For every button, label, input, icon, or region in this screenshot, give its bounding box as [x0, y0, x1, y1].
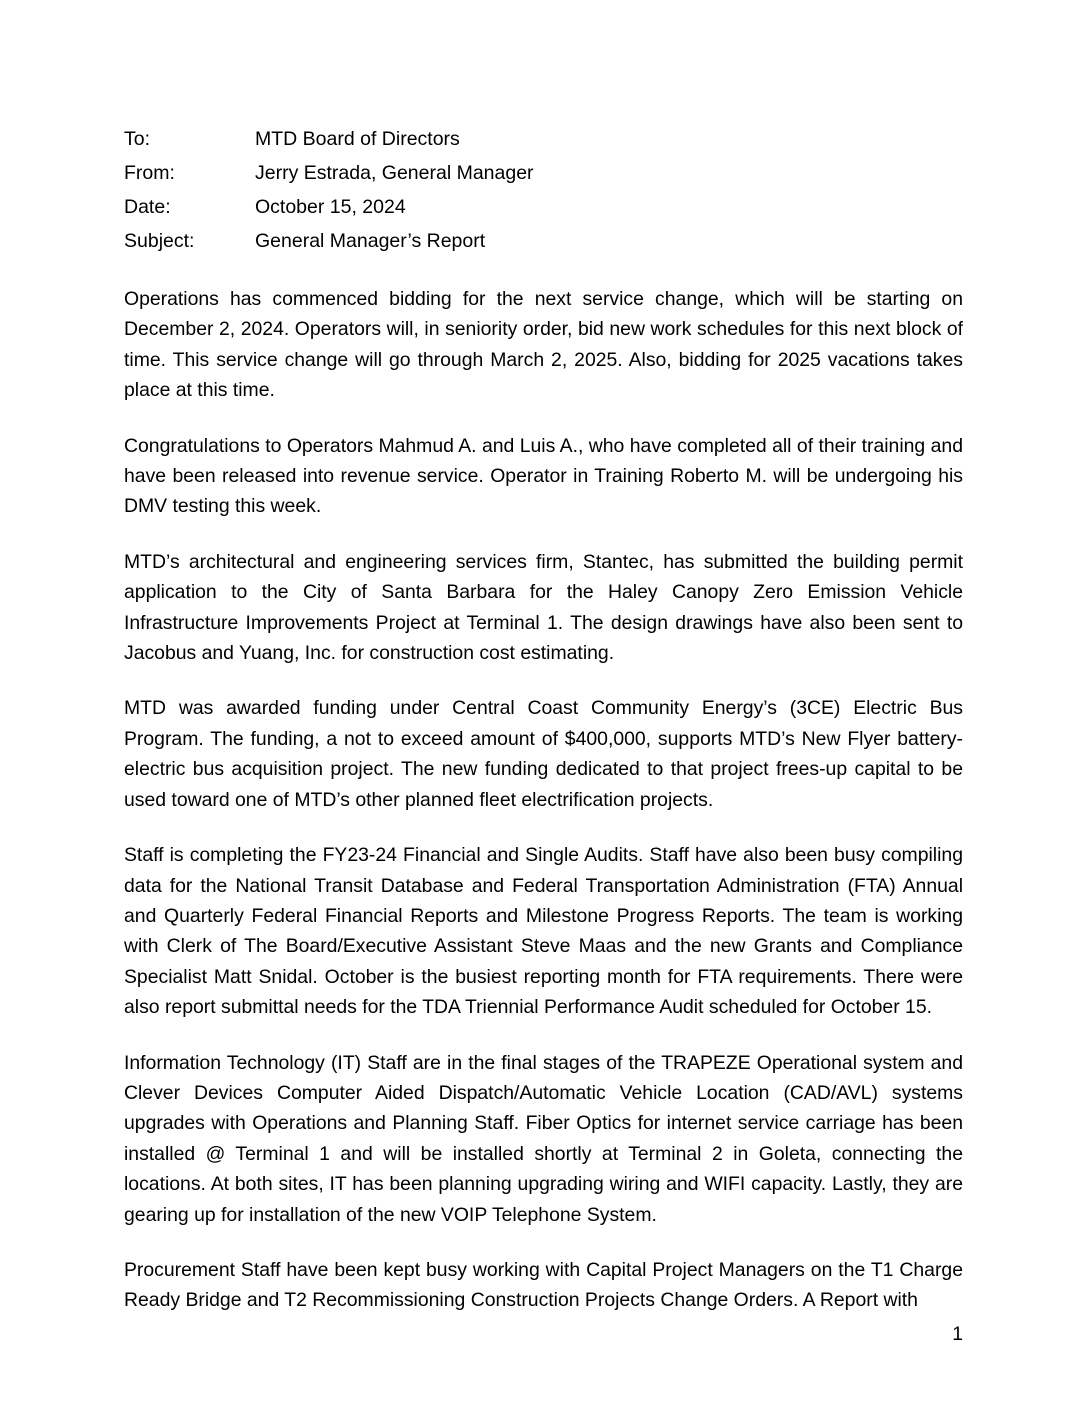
body-paragraph: MTD was awarded funding under Central Coast Community Energy’s (3CE) Electric Bus Program. The funding, a not to exceed amount of $400,000, supports MTD’s New Flyer battery-electric bus acquisition project. The new funding dedicated to that project frees-up capital to be used toward one of MTD’s other planned fleet electrification projects. — [124, 697, 963, 811]
memo-row-subject — [124, 224, 963, 258]
memo-row-date — [124, 190, 963, 224]
document-content — [124, 122, 963, 1316]
memo-value-date: October 15, 2024 — [255, 196, 406, 218]
body-paragraph: MTD’s architectural and engineering services firm, Stantec, has submitted the building permit application to the City of Santa Barbara for the Haley Canopy Zero Emission Vehicle Infrastructure Improvements Project at Terminal 1. The design drawings have also been sent to Jacobus and Yuang, Inc. for construction cost estimating. — [124, 550, 963, 665]
memo-label-subject: Subject: — [124, 230, 195, 252]
document-body — [124, 284, 963, 1316]
memo-row-to — [124, 122, 963, 156]
memo-row-from — [124, 156, 963, 190]
memo-label-to: To: — [124, 128, 151, 150]
memo-label-date: Date: — [124, 196, 171, 218]
memo-value-from: Jerry Estrada, General Manager — [255, 162, 534, 184]
page-number: 1 — [952, 1323, 963, 1345]
body-paragraph: Procurement Staff have been kept busy working with Capital Project Managers on the T1 Charge Ready Bridge and T2 Recommissioning Construction Projects Change Orders. A Report with — [124, 1258, 963, 1312]
memo-header — [124, 122, 963, 258]
memo-value-to: MTD Board of Directors — [255, 128, 460, 150]
body-paragraph: Operations has commenced bidding for the next service change, which will be starting on December 2, 2024. Operators will, in seniority order, bid new work schedules for this next block of time. This service change will go through March 2, 2025. Also, bidding for 2025 vacations takes place at this time. — [124, 288, 963, 402]
memo-label-from: From: — [124, 162, 175, 184]
body-paragraph: Congratulations to Operators Mahmud A. and Luis A., who have completed all of their training and have been released into revenue service. Operator in Training Roberto M. will be undergoing his DMV testing this week. — [124, 434, 963, 518]
body-paragraph: Staff is completing the FY23-24 Financial and Single Audits. Staff have also been busy compiling data for the National Transit Database and Federal Transportation Administration (FTA) Annual and Quarterly Federal Financial Reports and Milestone Progress Reports. The team is working with Clerk of The Board/Executive Assistant Steve Maas and the new Grants and Compliance Specialist Matt Snidal. October is the busiest reporting month for FTA requirements. There were also report submittal needs for the TDA Triennial Performance Audit scheduled for October 15. — [124, 844, 963, 1019]
body-paragraph: Information Technology (IT) Staff are in the final stages of the TRAPEZE Operational system and Clever Devices Computer Aided Dispatch/Automatic Vehicle Location (CAD/AVL) systems upgrades with Operations and Planning Staff. Fiber Optics for internet service carriage has been installed @ Terminal 1 and will be installed shortly at Terminal 2 in Goleta, connecting the locations. At both sites, IT has been planning upgrading wiring and WIFI capacity. Lastly, they are gearing up for installation of the new VOIP Telephone System. — [124, 1051, 963, 1226]
memo-value-subject: General Manager’s Report — [255, 230, 486, 252]
